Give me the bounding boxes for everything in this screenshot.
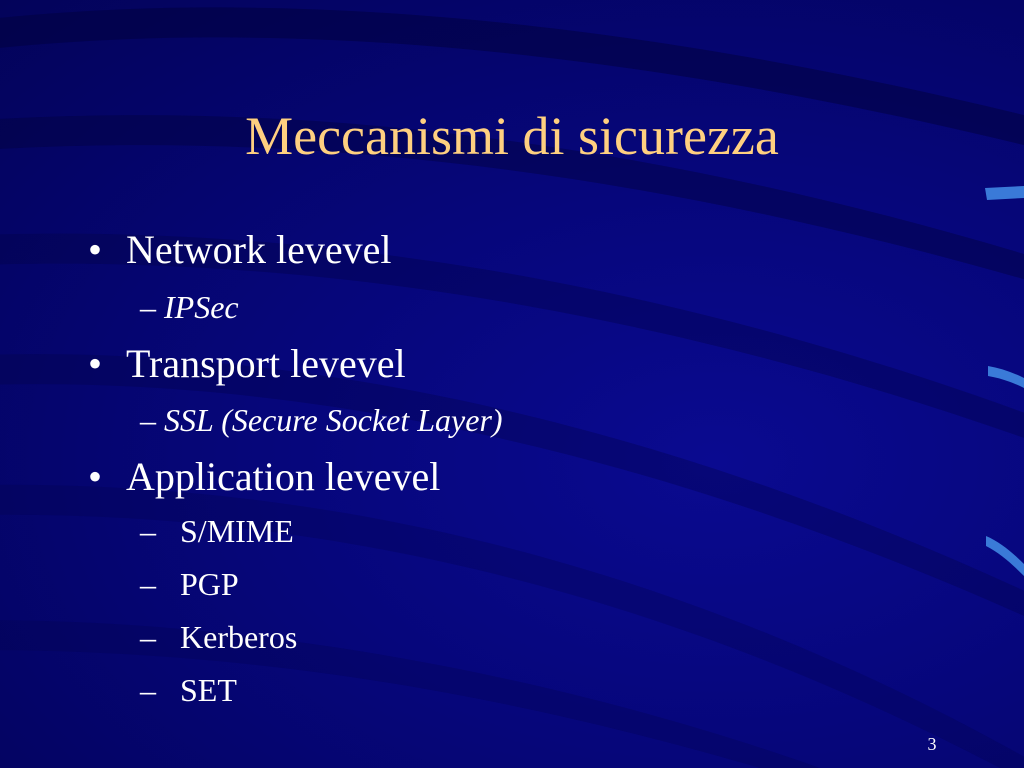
dash-marker: – <box>140 513 156 549</box>
bullet-text: Network levevel <box>126 227 392 272</box>
dash-marker: – <box>140 619 156 655</box>
bullet-dot: • <box>88 454 103 499</box>
page-number: 3 <box>927 734 937 754</box>
sub-item-pgp <box>140 565 239 603</box>
sub-item-text: PGP <box>180 566 239 602</box>
sub-item-kerberos <box>140 618 297 656</box>
dash-marker: – <box>140 672 156 708</box>
sub-item-ipsec <box>140 288 239 326</box>
sub-item-set <box>140 671 237 709</box>
sub-item-text: Kerberos <box>180 619 298 655</box>
sub-item-ssl <box>140 401 503 439</box>
bullet-application-level <box>88 453 440 501</box>
sub-item-smime <box>140 512 294 550</box>
bullet-dot: • <box>88 227 103 272</box>
sub-item-text: SET <box>180 672 237 708</box>
bullet-dot: • <box>88 341 103 386</box>
bullet-network-level <box>88 226 391 274</box>
sub-item-text: SSL (Secure Socket Layer) <box>164 402 503 438</box>
sub-item-text: S/MIME <box>180 513 294 549</box>
slide-title: Meccanismi di sicurezza <box>245 106 779 166</box>
bullet-text: Transport levevel <box>126 341 406 386</box>
dash-marker: – <box>140 289 156 325</box>
bullet-transport-level <box>88 340 406 388</box>
sub-item-text: IPSec <box>164 289 239 325</box>
dash-marker: – <box>140 566 156 602</box>
bullet-text: Application levevel <box>126 454 441 499</box>
dash-marker: – <box>140 402 156 438</box>
